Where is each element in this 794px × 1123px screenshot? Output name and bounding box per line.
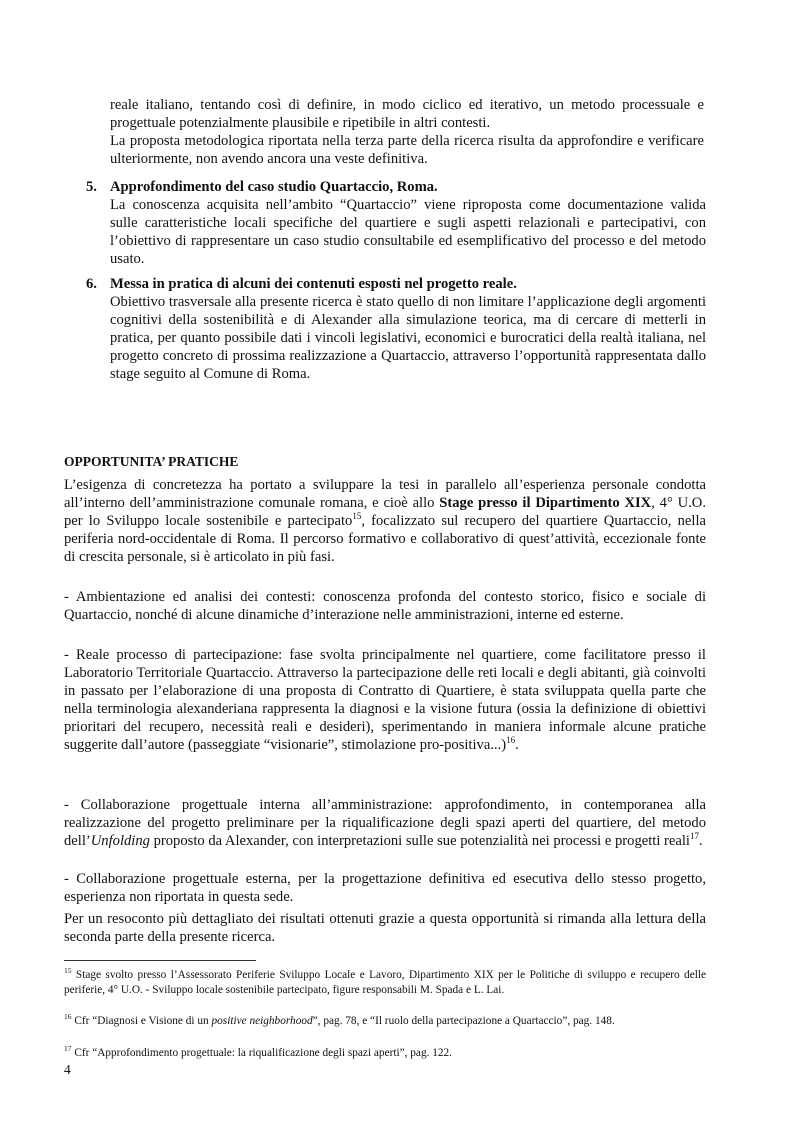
list-item-number: 5. xyxy=(86,179,97,195)
footnote-text: ”, pag. 78, e “Il ruolo della partecipazione a Quartaccio”, pag. 148. xyxy=(312,1015,615,1027)
footnote-ref-17: 17 xyxy=(689,831,699,842)
text-run: - Collaborazione progettuale interna all’amministrazione: approfondimento, in contemporanea alla realizzazione del progetto preliminare per la riqualificazione degli spazi aperti del quartiere, del metodo dell’ xyxy=(64,797,706,850)
text-run: , 4° U.O. per lo Sviluppo locale sostenibile e partecipato xyxy=(64,495,706,530)
section-paragraph-5: - Collaborazione progettuale esterna, per la progettazione definitiva ed esecutiva dello stesso progetto, esperienza non riportata in questa sede. xyxy=(64,871,706,906)
intro-line-2: La proposta metodologica riportata nella terza parte della ricerca risulta da approfondire e verificare ulteriormente, non avendo ancora una veste definitiva. xyxy=(110,133,704,168)
footnote-divider xyxy=(64,960,256,961)
section-title: OPPORTUNITA’ PRATICHE xyxy=(64,454,239,469)
text-run: . xyxy=(515,737,519,754)
footnote-ref-15: 15 xyxy=(352,511,362,522)
footnote-text: Cfr “Diagnosi e Visione di un xyxy=(71,1015,212,1027)
footnote-italic-text: positive neighborhood xyxy=(211,1015,313,1027)
footnote-16 xyxy=(64,1014,706,1029)
page-number: 4 xyxy=(64,1062,71,1077)
section-paragraph-3 xyxy=(64,646,706,755)
text-run: , focalizzato sul recupero del quartiere Quartaccio, nella periferia nord-occidentale di Roma. Il percorso formativo e collaborativo di quest’attività, eccezionale fonte di crescita personale, si è articolato in più fasi. xyxy=(64,513,706,566)
footnote-text: Cfr “Approfondimento progettuale: la riqualificazione degli spazi aperti”, pag. 122. xyxy=(71,1047,453,1059)
footnote-15 xyxy=(64,968,706,997)
section-paragraph-2: - Ambientazione ed analisi dei contesti: conoscenza profonda del contesto storico, fisico e sociale di Quartaccio, nonché di alcune dinamiche d’interazione nelle amministrazioni, interne ed esterne. xyxy=(64,589,706,624)
footnote-text: Stage svolto presso l’Assessorato Periferie Sviluppo Locale e Lavoro, Dipartimento XIX per le Politiche di sviluppo e recupero delle periferie, 4° U.O. - Sviluppo locale sostenibile partecipato, figure responsabili M. Spada e L. Lai. xyxy=(64,969,706,996)
text-run: L’esigenza di concretezza ha portato a sviluppare la tesi in parallelo all’esperienza personale condotta all’interno dell’amministrazione comunale romana, e cioè allo xyxy=(64,477,706,512)
footnote-number: 16 xyxy=(64,1012,72,1022)
intro-line-1: reale italiano, tentando così di definire, in modo ciclico ed iterativo, un metodo processuale e progettuale potenzialmente plausibile e ripetibile in altri contesti. xyxy=(110,97,704,132)
section-paragraph-4 xyxy=(64,796,706,850)
section-paragraph-1 xyxy=(64,476,706,566)
list-item-body: Obiettivo trasversale alla presente ricerca è stato quello di non limitare l’applicazione degli argomenti cognitivi della sostenibilità e di Alexander alla simulazione teorica, ma di cercare di metterli in pratica, per quanto possibile dati i vincoli legislativi, economici e burocratici della realtà italiana, nel progetto concreto di prossima realizzazione a Quartaccio, attraverso l’opportunità rappresentata dallo stage seguito al Comune di Roma. xyxy=(110,294,706,383)
text-run: . xyxy=(698,833,703,850)
unfolding-italic-text: Unfolding xyxy=(90,833,150,850)
list-item-heading: Approfondimento del caso studio Quartaccio, Roma. xyxy=(110,179,438,195)
list-item-body: La conoscenza acquisita nell’ambito “Quartaccio” viene riproposta come documentazione valida sulle caratteristiche locali specifiche del quartiere e sugli aspetti relazionali e partecipativi, con l’obiettivo di rappresentare un caso studio consultabile ed esemplificativo del processo e del metodo usato. xyxy=(110,197,706,268)
intro-paragraph xyxy=(110,96,704,168)
footnote-ref-16: 16 xyxy=(506,735,516,746)
list-item-number: 6. xyxy=(86,276,97,292)
text-run: - Reale processo di partecipazione: fase svolta principalmente nel quartiere, come facilitatore presso il Laboratorio Territoriale Quartaccio. Attraverso la partecipazione delle reti locali e degli abitanti, già coinvolti in passato per l’elaborazione di una proposta di Contratto di Quartiere, è stata sviluppata quella parte che nella terminologia alexanderiana rappresenta la diagnosi e la visione futura (ossia la definizione di obiettivi prioritari del recupero, necessità reali e desideri), sperimentando in maniera informale alcune pratiche suggerite dall’autore (passeggiate “visionarie”, stimolazione pro-positiva...) xyxy=(64,647,706,754)
section-paragraph-6: Per un resoconto più dettagliato dei risultati ottenuti grazie a questa opportunità si rimanda alla lettura della seconda parte della presente ricerca. xyxy=(64,911,706,946)
footnote-number: 17 xyxy=(64,1044,72,1054)
footnote-17 xyxy=(64,1046,706,1061)
text-run: proposto da Alexander, con interpretazioni sulle sue potenzialità nei processi e progetti reali xyxy=(149,833,690,850)
footnote-number: 15 xyxy=(64,966,72,976)
list-item-heading: Messa in pratica di alcuni dei contenuti esposti nel progetto reale. xyxy=(110,276,517,292)
stage-bold-text: Stage presso il Dipartimento XIX xyxy=(439,495,652,512)
